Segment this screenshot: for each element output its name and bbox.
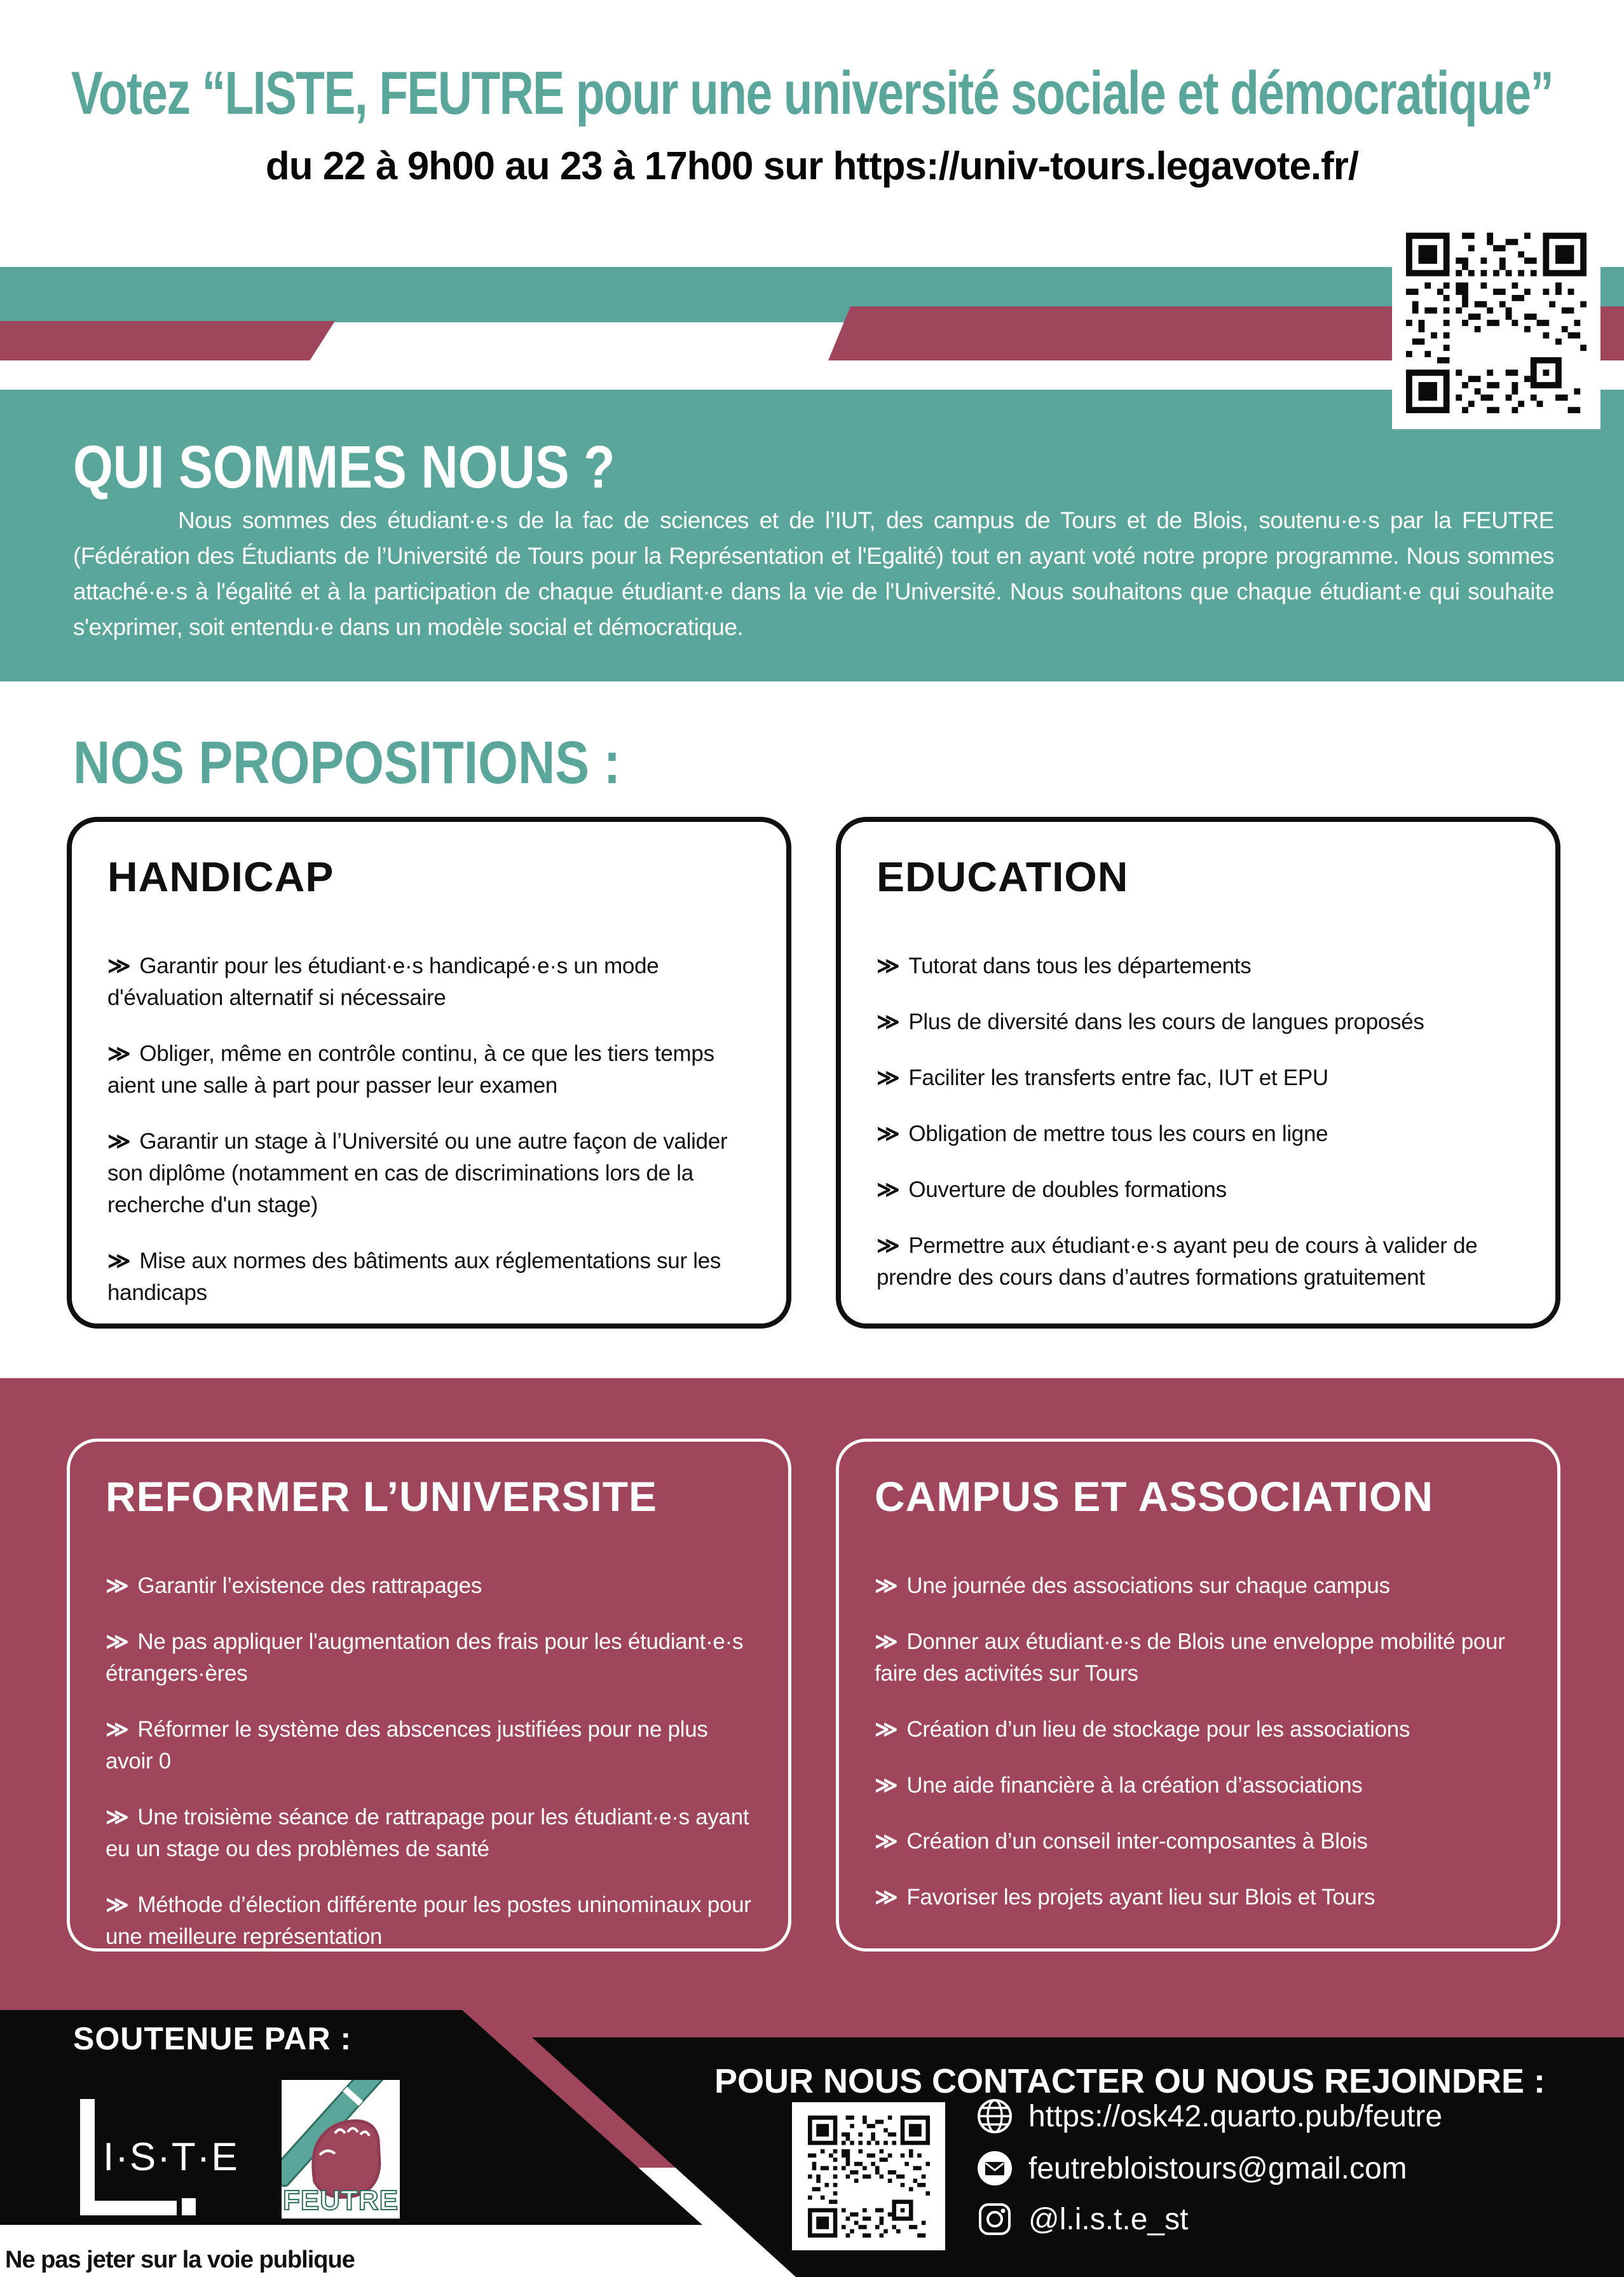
contact-row-instagram [976, 2201, 1188, 2238]
chevron-icon: ≫ [107, 1129, 131, 1154]
liste-logo-horizontal-bar [80, 2201, 177, 2215]
proposal-item: ≫ Favoriser les projets ayant lieu sur Blois et Tours [875, 1885, 1375, 1910]
chevron-icon: ≫ [877, 954, 900, 978]
contact-instagram-text: @l.i.s.t.e_st [1028, 2202, 1189, 2236]
contact-website-text: https://osk42.quarto.pub/feutre [1028, 2099, 1443, 2133]
qr-code-vote [1392, 216, 1600, 429]
chevron-icon: ≫ [875, 1573, 898, 1598]
liste-logo-vertical-bar [80, 2099, 95, 2215]
contact-row-email [976, 2150, 1407, 2187]
supported-by-label: SOUTENUE PAR : [73, 2021, 352, 2056]
chevron-icon: ≫ [107, 1041, 131, 1066]
liste-logo-dot [182, 2198, 196, 2215]
proposal-item: ≫ Garantir un stage à l’Université ou une autre façon de valider son diplôme (notamment en cas de discriminations lors de la recherche d'un stage) [107, 1129, 728, 1217]
chevron-icon: ≫ [875, 1629, 898, 1654]
proposal-item: ≫ Plus de diversité dans les cours de langues proposés [877, 1009, 1424, 1034]
card-campus-association [836, 1439, 1560, 1952]
page-title: Votez “LISTE, FEUTRE pour une université sociale et démocratique” [71, 59, 1553, 127]
proposal-item: ≫ Création d’un lieu de stockage pour les associations [875, 1717, 1410, 1742]
contact-row-website [976, 2098, 1442, 2135]
proposal-item: ≫ Une troisième séance de rattrapage pour les étudiant·e·s ayant eu un stage ou des problèmes de santé [106, 1805, 749, 1861]
card-title: HANDICAP [107, 853, 334, 900]
chevron-icon: ≫ [877, 1233, 900, 1258]
qr-code-icon [808, 2116, 930, 2238]
proposal-item: ≫ Faciliter les transferts entre fac, IUT et EPU [877, 1065, 1328, 1090]
chevron-icon: ≫ [106, 1573, 129, 1598]
chevron-icon: ≫ [875, 1829, 898, 1854]
proposal-item: ≫ Méthode d’élection différente pour les postes uninominaux pour une meilleure représentation [106, 1892, 751, 1949]
fist-pen-icon [282, 2080, 400, 2219]
proposal-item: ≫ Réformer le système des abscences justifiées pour ne plus avoir 0 [106, 1717, 708, 1774]
card-title: REFORMER L’UNIVERSITE [106, 1473, 658, 1520]
card-education [836, 817, 1560, 1329]
proposal-list [106, 1570, 753, 1953]
proposal-item: ≫ Tutorat dans tous les départements [877, 954, 1252, 978]
disclaimer-text: Ne pas jeter sur la voie publique [5, 2246, 355, 2273]
proposal-list [877, 950, 1520, 1294]
proposal-item: ≫ Garantir pour les étudiant·e·s handicapé·e·s un mode d'évaluation alternatif si nécessaire [107, 954, 659, 1010]
chevron-icon: ≫ [877, 1177, 900, 1202]
proposal-item: ≫ Donner aux étudiant·e·s de Blois une enveloppe mobilité pour faire des activités sur Tours [875, 1629, 1505, 1686]
chevron-icon: ≫ [107, 954, 131, 978]
vote-dates-subtitle: du 22 à 9h00 au 23 à 17h00 sur https://univ-tours.legavote.fr/ [265, 144, 1359, 188]
chevron-icon: ≫ [877, 1065, 900, 1090]
proposal-item: ≫ Permettre aux étudiant·e·s ayant peu de cours à valider de prendre des cours dans d’autres formations gratuitement [877, 1233, 1478, 1290]
card-title: CAMPUS ET ASSOCIATION [875, 1473, 1434, 1520]
chevron-icon: ≫ [107, 1248, 131, 1273]
feutre-logo-text: FEUTRE [283, 2185, 399, 2216]
chevron-icon: ≫ [877, 1009, 900, 1034]
contact-heading: POUR NOUS CONTACTER OU NOUS REJOINDRE : [714, 2062, 1546, 2100]
mail-icon [976, 2150, 1013, 2187]
who-heading: QUI SOMMES NOUS ? [73, 434, 615, 501]
proposal-item: ≫ Une journée des associations sur chaque campus [875, 1573, 1390, 1598]
contact-email-text: feutrebloistours@gmail.com [1028, 2151, 1407, 2185]
chevron-icon: ≫ [106, 1717, 129, 1742]
chevron-icon: ≫ [106, 1892, 129, 1917]
chevron-icon: ≫ [106, 1805, 129, 1829]
liste-logo-text: I·S·T·E [103, 2135, 239, 2179]
proposal-item: ≫ Obliger, même en contrôle continu, à ce que les tiers temps aient une salle à part pour passer leur examen [107, 1041, 714, 1098]
feutre-logo [282, 2080, 400, 2219]
who-body-text: Nous sommes des étudiant·e·s de la fac de sciences et de l’IUT, des campus de Tours et de Blois, soutenu·e·s par la FEUTRE (Fédération des Étudiants de l’Université de Tours pour la Représentation et l'Egalité) tout en ayant voté notre propre programme. Nous sommes attaché·e·s à l'égalité et à la participation de chaque étudiant·e dans la vie de l'Université. Nous souhaitons que chaque étudiant·e qui souhaite s'exprimer, soit entendu·e dans un modèle social et démocratique. [73, 507, 1554, 640]
proposal-item: ≫ Ne pas appliquer l'augmentation des frais pour les étudiant·e·s étrangers·ères [106, 1629, 744, 1686]
chevron-icon: ≫ [877, 1121, 900, 1146]
proposal-item: ≫ Garantir l’existence des rattrapages [106, 1573, 482, 1598]
proposal-item: ≫ Une aide financière à la création d’associations [875, 1773, 1363, 1798]
globe-icon [976, 2098, 1013, 2135]
proposal-item: ≫ Ouverture de doubles formations [877, 1177, 1227, 1202]
who-section [0, 390, 1624, 681]
card-title: EDUCATION [877, 853, 1129, 900]
chevron-icon: ≫ [875, 1773, 898, 1798]
chevron-icon: ≫ [875, 1885, 898, 1910]
chevron-icon: ≫ [106, 1629, 129, 1654]
proposal-list [875, 1570, 1522, 1913]
instagram-icon [976, 2201, 1013, 2238]
card-handicap [67, 817, 791, 1329]
proposal-item: ≫ Création d’un conseil inter-composantes à Blois [875, 1829, 1368, 1854]
proposal-item: ≫ Obligation de mettre tous les cours en ligne [877, 1121, 1328, 1146]
chevron-icon: ≫ [875, 1717, 898, 1742]
propositions-heading: NOS PROPOSITIONS : [73, 729, 621, 797]
proposal-list [107, 950, 751, 1309]
card-reformer-universite [67, 1439, 791, 1952]
proposal-item: ≫ Mise aux normes des bâtiments aux réglementations sur les handicaps [107, 1248, 721, 1305]
qr-code-contact [792, 2102, 945, 2250]
maroon-ribbon-left [0, 321, 335, 360]
qr-code-icon [1406, 233, 1586, 413]
